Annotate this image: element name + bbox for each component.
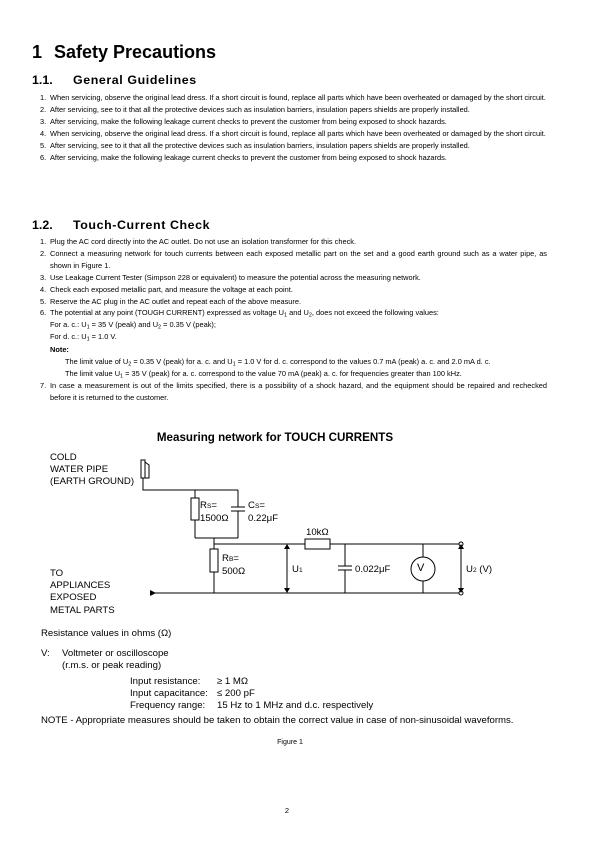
wire-top — [143, 478, 238, 490]
general-guidelines-number: 1.1. — [32, 73, 53, 87]
list-item: 1. Plug the AC cord directly into the AC outlet. Do not use an isolation transformer for this check. — [40, 237, 357, 246]
list-item: 4. Check each exposed metallic part, and measure the voltage at each point. — [40, 284, 293, 294]
figure-caption: Figure 1 — [277, 739, 303, 746]
list-item: 3. Use Leakage Current Tester (Simpson 228 or equivalent) to measure the potential across the measuring network. — [40, 272, 421, 282]
waveform-note: NOTE - Appropriate measures should be taken to obtain the correct value in case of non-sinusoidal waveforms. — [41, 715, 514, 726]
u1-label: U1 — [292, 564, 303, 575]
c1-label: 0.022μF — [355, 564, 391, 575]
ac-limit: For a. c.: $U_1 = 35$ V (peak) and $U_2 = 0.35$ V (peak); — [50, 320, 216, 331]
section-number: 1 — [32, 42, 43, 62]
u2-label: U2 (V) — [466, 564, 493, 575]
earth-ground-plate — [141, 460, 145, 478]
list-item: 1. When servicing, observe the original lead dress. If a short circuit is found, replace all parts which have been overheated or damaged by the short circuit. — [40, 93, 546, 102]
v-description: Voltmeter or oscilloscope (r.m.s. or peak reading) — [62, 648, 169, 672]
resistor-rb — [210, 549, 218, 572]
list-item: 7. In case a measurement is out of the limits specified, there is a possibility of a shock hazard, and the equipment should be repaired and rechecked before it is returned to the customer. — [40, 380, 547, 402]
general-guidelines-title: General Guidelines — [73, 73, 197, 87]
arrowhead-left — [150, 590, 156, 596]
arrowhead — [284, 544, 290, 549]
resistor-10k — [305, 539, 330, 549]
list-item: 6. After servicing, make the following leakage current checks to prevent the customer from being exposed to shock hazards. — [40, 152, 447, 162]
arrowhead — [284, 588, 290, 593]
resistance-note: Resistance values in ohms (Ω) — [41, 628, 172, 639]
list-item: 2. After servicing, see to it that all the protective devices such as insulation barriers, insulation papers shields are properly installed. — [40, 104, 470, 114]
rs-label: RS= 1500Ω — [200, 500, 229, 525]
touch-current-title: Touch-Current Check — [73, 218, 211, 232]
list-item: 4. When servicing, observe the original lead dress. If a short circuit is found, replace all parts which have been overheated or damaged by the short circuit. — [40, 128, 546, 138]
note-label: Note: — [50, 345, 69, 355]
page-number: 2 — [284, 806, 290, 815]
spec-labels: Input resistance: Input capacitance: Frequency range: — [130, 676, 208, 712]
r1-label: 10kΩ — [306, 527, 329, 538]
dc-limit: For d. c.: $U_1 = 1.0$ V. — [50, 332, 117, 343]
cs-label: CS= 0.22μF — [248, 500, 279, 525]
figure-title: Measuring network for TOUCH CURRENTS — [156, 431, 394, 444]
list-item: 5. Reserve the AC plug in the AC outlet and repeat each of the above measure. — [40, 296, 302, 306]
list-item: 6. The potential at any point (TOUGH CURRENT) expressed as voltage $U_1$ and $U_2$, does not exceed the following values: For a. c.: $U_1 = 35$ V (peak) and $U_2 = 0.35$ V (peak); For d. c.: $U_1 = 1.0$ V. Note: The limit value of $U_2 = 0.35$ V (peak) for a. c. and $U_1 = 1.0$ V for d. c. correspond to the values 0.7 mA (peak) a. c. and 2.0 mA d. c. The limit value $U_1 = 35$ V (peak) for a. c. correspond to the value 70 mA (peak) a. c. for frequencies greater than 100 kHz. — [40, 307, 547, 379]
section-title: Safety Precautions — [54, 42, 217, 62]
v-label: V: — [41, 648, 50, 659]
appliances-label: TO APPLIANCES EXPOSED METAL PARTS — [50, 568, 115, 616]
voltmeter-label: V — [417, 562, 425, 574]
resistor-rs — [191, 498, 199, 520]
earth-ground-plate-edge — [145, 462, 149, 478]
note-text-1: The limit value of $U_2 = 0.35$ V (peak) for a. c. and $U_1 = 1.0$ V for d. c. correspond to the values 0.7 mA (peak) a. c. and 2.0 mA d. c. — [65, 357, 491, 368]
spec-values: ≥ 1 MΩ ≤ 200 pF 15 Hz to 1 MHz and d.c. respectively — [217, 676, 374, 712]
list-item: 5. After servicing, see to it that all the protective devices such as insulation barriers, insulation papers shields are properly installed. — [40, 140, 470, 150]
list-item: 2. Connect a measuring network for touch currents between each exposed metallic part on the set and a good earth ground such as a water pipe, as shown in Figure 1. — [40, 248, 547, 270]
touch-current-number: 1.2. — [32, 218, 53, 232]
note-text-2: The limit value $U_1 = 35$ V (peak) for a. c. correspond to the value 70 mA (peak) a. c. for frequencies greater than 100 kHz. — [65, 368, 462, 380]
list-item: 3. After servicing, make the following leakage current checks to prevent the customer from being exposed to shock hazards. — [40, 116, 447, 126]
earth-ground-label: COLD WATER PIPE (EARTH GROUND) — [50, 452, 135, 488]
rb-label: RB= 500Ω — [222, 553, 246, 578]
